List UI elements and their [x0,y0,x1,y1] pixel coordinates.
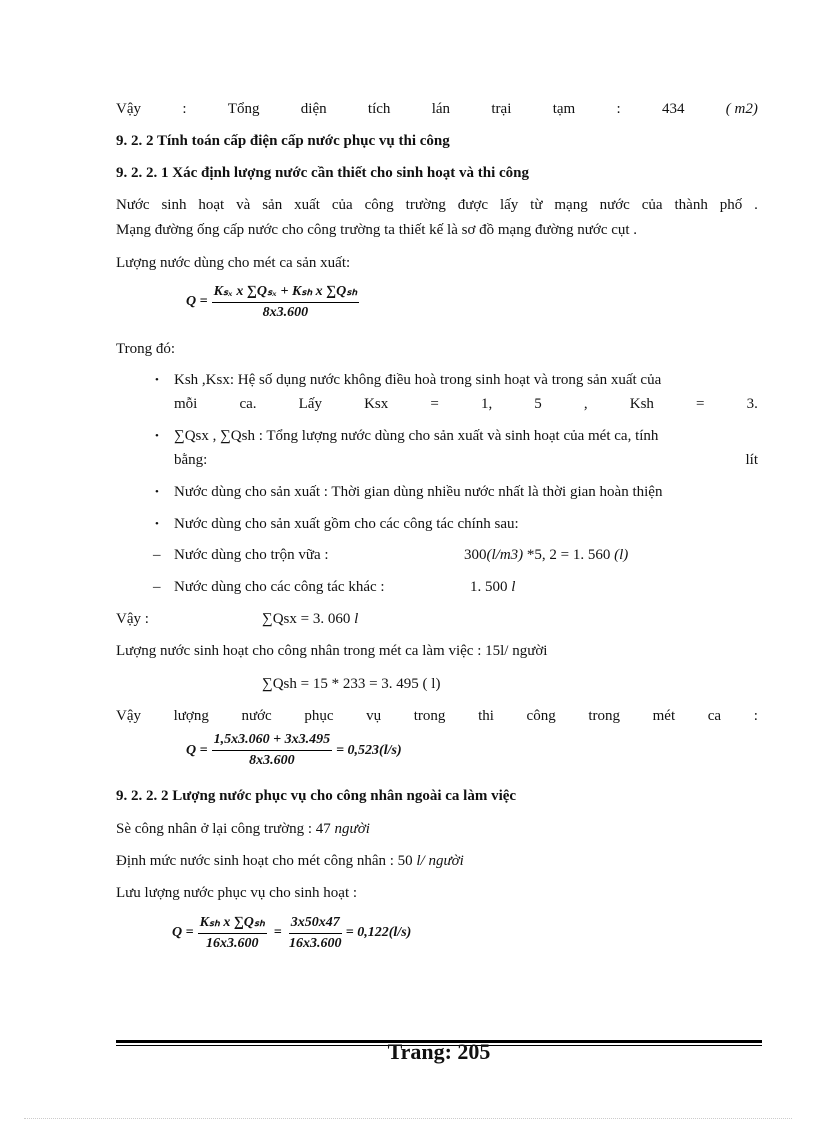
unit: (l/m3) [486,547,524,563]
word: Vậy [116,101,141,117]
word: . [754,197,758,213]
word: lấy [499,197,519,213]
formula-result: = 0,122(l/s) [345,925,412,940]
denominator: 16x3.600 [205,936,259,951]
page-number: Trang: 205 [387,1039,491,1064]
word: vụ [366,708,382,724]
word: , [583,396,588,412]
bullet-item: Nước dùng cho sản xuất : Thời gian dùng nhiều nước nhất là thời gian hoàn thiện [174,484,663,500]
word: : [616,101,621,117]
word: được [457,197,489,213]
unit: l [354,611,359,627]
value-part: ∑Qsx = 3. 060 [262,611,355,627]
bullet-icon: • [155,374,159,386]
word: 3. [746,396,758,412]
denominator: 16x3.600 [289,935,342,951]
word: thi [478,708,494,724]
paragraph-line [116,707,758,725]
dash-icon: – [153,547,161,563]
numerator: Kₛₕ x ∑Qₛₕ [198,914,267,934]
word: Lấy [298,396,322,412]
word: mỗi [174,396,198,412]
bullet-icon: • [155,518,159,530]
word: trại [491,101,512,117]
word: sản [262,197,283,213]
unit: l [511,579,516,595]
word: phố [719,197,743,213]
formula-result: = 0,523(l/s) [336,742,402,758]
word: lán [431,101,451,117]
word: công [364,197,394,213]
word: lượng [173,708,209,724]
bullet-icon: • [155,486,159,498]
unit: l/ người [416,853,464,869]
dash-item-label: Nước dùng cho trộn vữa : [174,547,329,563]
bullet-item: ∑Qsx , ∑Qsh : Tổng lượng nước dùng cho sản xuất và sinh hoạt của mét ca, tính [174,428,659,444]
paragraph-line: Lượng nước dùng cho mét ca sản xuất: [116,255,351,271]
paragraph-line [116,820,370,838]
fraction [198,914,267,952]
word: ca. [239,396,257,412]
numerator: 3x50x47 [289,915,342,934]
value-part: *5, 2 = 1. 560 [523,547,615,563]
section-heading-9-2-2-1: 9. 2. 2. 1 Xác định lượng nước cần thiết cho sinh hoạt và thi công [116,165,529,181]
section-heading-9-2-2-2: 9. 2. 2. 2 Lượng nước phục vụ cho công nhân ngoài ca làm việc [116,788,517,804]
summary-label: Vậy : [116,611,149,627]
word: Ksh [629,396,654,412]
dash-item-value [470,578,515,596]
word: tạm [552,101,576,117]
formula-water-living [172,914,411,952]
fraction [212,732,332,769]
word: diện [300,101,327,117]
word: 434 [661,101,685,117]
value-part: 300 [464,547,487,563]
section-heading-9-2-2: 9. 2. 2 Tính toán cấp điện cấp nước phục vụ thi công [116,133,450,149]
bullet-continuation [174,451,758,469]
word: trong [413,708,446,724]
text-part: Định mức nước sinh hoạt cho mét công nhân : 50 [116,853,417,869]
word: tích [367,101,391,117]
word: phục [304,708,334,724]
word: nước [241,708,272,724]
word: của [641,197,663,213]
dash-item-value [464,546,628,564]
word: ca [707,708,722,724]
value-part: 1. 500 [470,579,512,595]
word: = [430,396,439,412]
qsh-equation: ∑Qsh = 15 * 233 = 3. 495 ( l) [262,676,441,692]
paragraph-line: Lưu lượng nước phục vụ cho sinh hoạt : [116,885,358,901]
word: : [182,101,187,117]
word: trong [588,708,620,724]
word: Nước [116,197,150,213]
word: mạng [554,197,588,213]
word: và [236,197,251,213]
dash-icon: – [153,579,161,595]
bullet-continuation [174,395,758,413]
equals-sign: = [273,925,282,940]
word: Tổng [227,101,260,117]
area-summary-line [116,100,758,118]
dash-item-label: Nước dùng cho các công tác khác : [174,579,385,595]
paragraph-line: Trong đó: [116,341,176,357]
word: Vậy [116,708,141,724]
formula-lhs: Q = [186,294,208,309]
word: thành [674,197,708,213]
word: mét [652,708,676,724]
numerator: Kₛₓ x ∑Qₛₓ + Kₛₕ x ∑Qₛₕ [212,283,360,303]
paragraph-line: Mạng đường ống cấp nước cho công trường ta thiết kế là sơ đồ mạng đường nước cụt . [116,222,638,238]
page-edge-divider [24,1118,792,1119]
word: nước [599,197,630,213]
formula-water-per-shift [186,283,363,321]
bullet-icon: • [155,430,159,442]
word: sinh [161,197,187,213]
word: ( m2) [725,101,758,117]
paragraph-line [116,852,464,870]
fraction [212,283,360,321]
denominator: 8x3.600 [262,305,309,320]
word: = [696,396,705,412]
paragraph-line: Lượng nước sinh hoạt cho công nhân trong mét ca làm việc : 15l/ người [116,643,548,659]
word: 1, [480,396,493,412]
word: xuất [294,197,320,213]
bullet-item: Nước dùng cho sản xuất gồm cho các công tác chính sau: [174,516,519,532]
unit: (l) [614,547,629,563]
word: từ [530,197,543,213]
word: Ksx [364,396,389,412]
word: bằng: [174,452,208,468]
word: của [331,197,353,213]
bullet-item: Ksh ,Ksx: Hệ số dụng nước không điều hoà trong sinh hoạt và trong sản xuất của [174,372,662,388]
word: trường [405,197,446,213]
word: công [526,708,556,724]
formula-water-construction [186,732,402,769]
word: lít [745,452,758,468]
text-part: Sè công nhân ở lại công trường : 47 [116,821,335,837]
numerator: 1,5x3.060 + 3x3.495 [212,732,332,751]
summary-value [262,610,358,628]
denominator: 8x3.600 [249,753,295,768]
paragraph-line [116,196,758,214]
word: 5 [534,396,542,412]
unit: người [334,821,370,837]
word: : [753,708,758,724]
fraction [289,915,342,952]
formula-lhs: Q = [172,925,194,940]
formula-lhs: Q = [186,742,208,758]
word: hoạt [198,197,225,213]
